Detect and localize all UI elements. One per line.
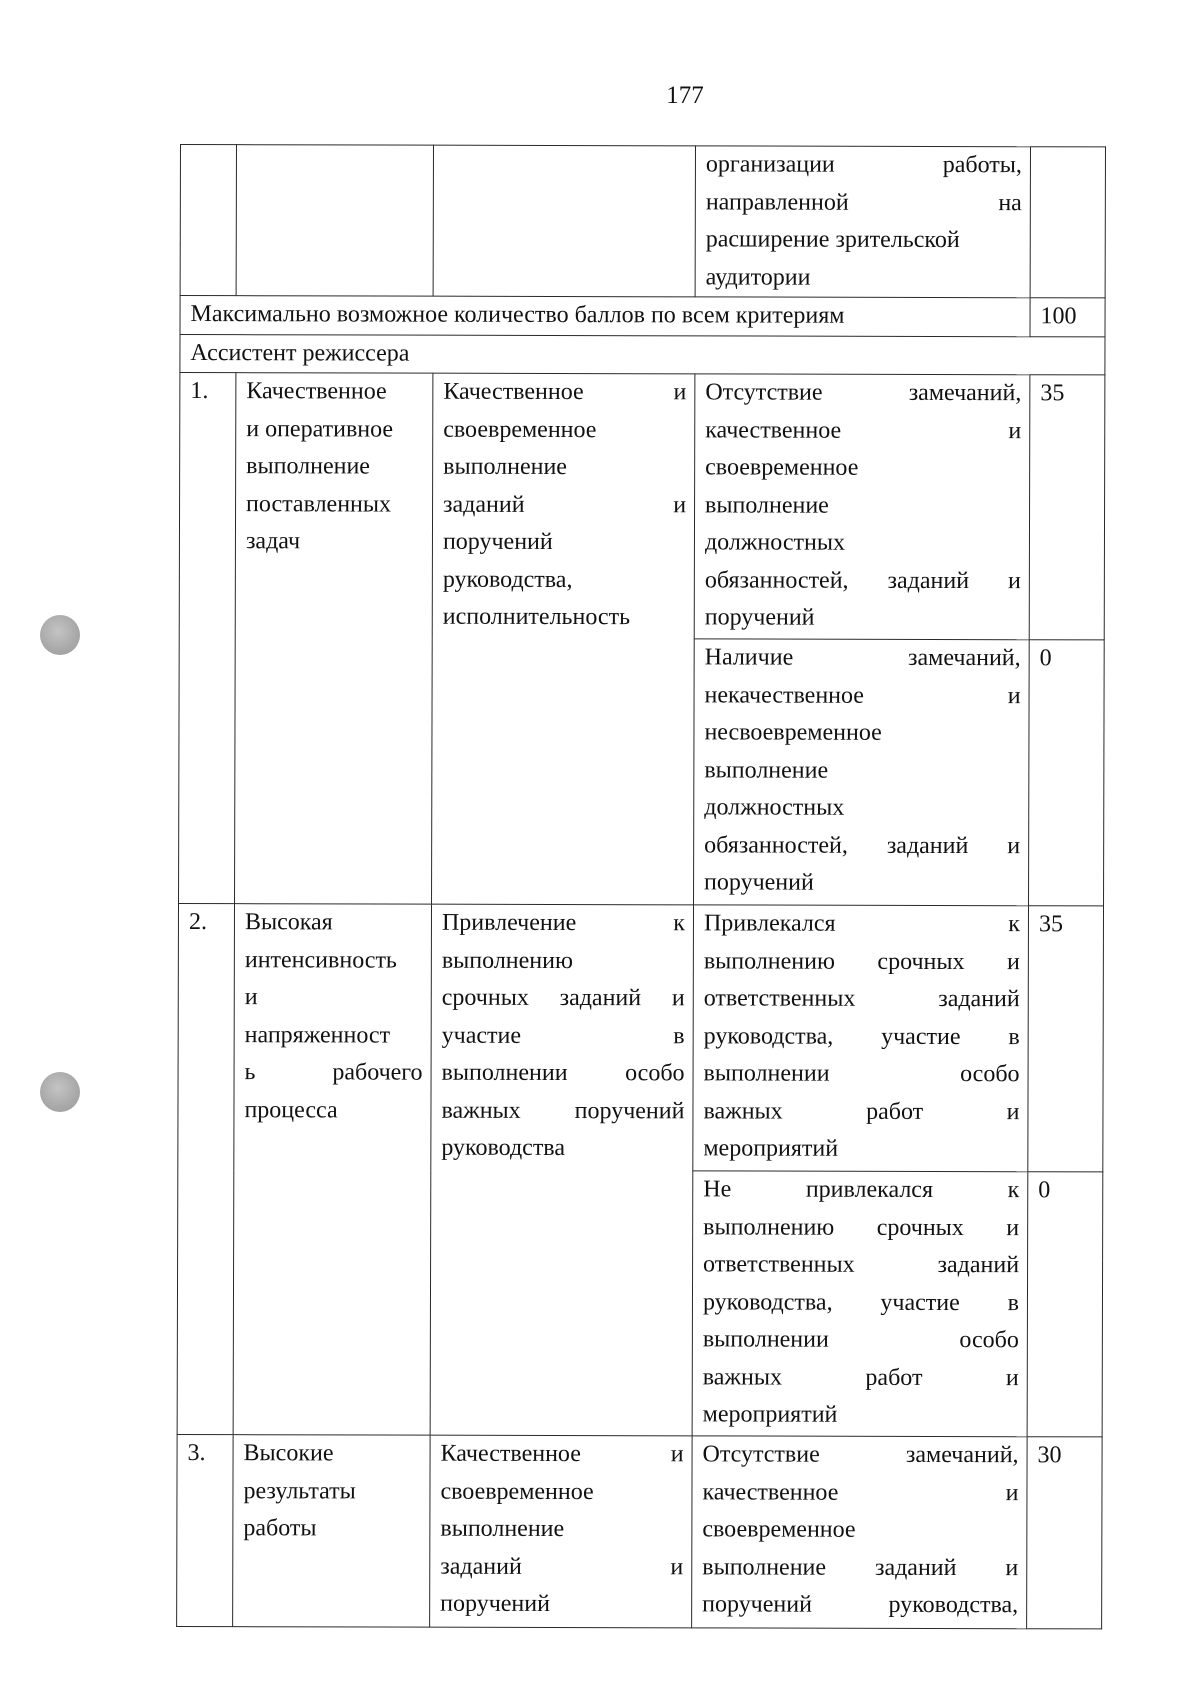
cell-text-line: организации работы, (705, 151, 1022, 179)
cell-text-line: Качественное (246, 378, 387, 405)
cell-text-line: выполнение заданий и (702, 1553, 1019, 1581)
cell-text-line: срочных заданий и (441, 984, 685, 1012)
cell-text-line: руководства (441, 1134, 566, 1162)
cell-text-line: должностных (704, 529, 846, 556)
cell-text-line: аудитории (705, 263, 811, 291)
cell-criterion (692, 1436, 1028, 1629)
cell-criterion (695, 146, 1030, 298)
cell-text-line: процесса (244, 1096, 338, 1123)
cell-text-line: поручений (704, 869, 814, 896)
cell-score: 35 (1029, 375, 1105, 640)
cell-description (430, 1435, 693, 1628)
cell-text-line: поставленных (246, 490, 392, 518)
cell-text-line: Привлекался к (703, 910, 1020, 938)
cell-text-line: обязанностей, заданий и (704, 831, 1021, 859)
max-score-label: Максимально возможное количество баллов по всем критериям (180, 296, 1030, 337)
row-number: 3. (177, 1434, 234, 1626)
page-number: 177 (666, 82, 704, 109)
cell-text-line: выполнении особо (702, 1326, 1019, 1354)
cell-text-line: участие в (441, 1022, 685, 1049)
cell-description (432, 373, 695, 905)
section-header: Ассистент режиссера (180, 334, 1105, 375)
cell-text-line: Высокая (244, 909, 333, 936)
cell-text-line: мероприятий (702, 1401, 838, 1428)
cell-text-line: некачественное и (704, 681, 1021, 709)
punch-hole-bottom (40, 1072, 80, 1112)
cell-text-line: заданий и (440, 1553, 684, 1580)
cell-text-line: выполнении особо (441, 1059, 685, 1087)
cell-num (180, 145, 236, 296)
cell-text-line: должностных (704, 794, 845, 821)
max-score-value: 100 (1030, 298, 1105, 337)
cell-text-line: выполнение (705, 491, 829, 519)
table-row (178, 903, 1104, 1171)
cell-text-line: интенсивность (244, 946, 397, 974)
row-number: 1. (179, 373, 236, 904)
cell-text-line: мероприятий (703, 1135, 839, 1162)
cell-text-line: выполнении особо (703, 1060, 1020, 1088)
cell-text-line: ответственных заданий (703, 1251, 1020, 1279)
cell-text-line: ь рабочего (244, 1059, 423, 1086)
cell-text-line: своевременное (705, 454, 859, 481)
cell-indicator (236, 145, 433, 297)
cell-text-line: выполнению (441, 947, 573, 974)
cell-text-line: расширение зрительской (705, 226, 960, 254)
cell-criterion (694, 374, 1030, 640)
cell-text-line: выполнение (440, 1515, 565, 1543)
table-row (179, 373, 1105, 640)
cell-text-line: выполнение (246, 453, 370, 480)
row-number: 2. (177, 903, 234, 1434)
cell-description (433, 145, 695, 297)
cell-text-line: Качественное и (440, 1440, 684, 1468)
cell-text-line: своевременное (443, 416, 597, 443)
cell-criterion (693, 905, 1029, 1172)
cell-text-line: поручений руководства, (702, 1591, 1019, 1619)
cell-text-line: обязанностей, заданий и (704, 566, 1021, 594)
cell-text-line: Наличие замечаний, (704, 644, 1021, 672)
cell-indicator (235, 373, 433, 905)
cell-text-line: выполнение (704, 756, 829, 784)
cell-text-line: Отсутствие замечаний, (702, 1441, 1019, 1469)
cell-text-line: выполнение (443, 453, 567, 481)
cell-text-line: важных работ и (702, 1363, 1019, 1391)
cell-text-line: руководства, участие в (703, 1022, 1020, 1050)
punch-hole-top (40, 615, 80, 655)
cell-text-line: выполнению срочных и (703, 947, 1020, 975)
cell-score: 0 (1027, 1172, 1103, 1437)
cell-text-line: качественное и (705, 416, 1022, 444)
cell-text-line: работы (243, 1515, 317, 1542)
cell-text-line: несвоевременное (704, 719, 882, 746)
cell-text-line: Отсутствие замечаний, (705, 379, 1022, 407)
cell-description (430, 904, 693, 1436)
cell-text-line: и (244, 984, 258, 1011)
cell-text-line: важных поручений (441, 1097, 685, 1124)
cell-text-line: Качественное и (443, 378, 687, 406)
cell-text-line: качественное и (702, 1478, 1019, 1506)
table-row (177, 1434, 1102, 1628)
cell-text-line: своевременное (440, 1478, 594, 1505)
cell-text-line: Не привлекался к (703, 1176, 1020, 1204)
cell-text-line: ответственных заданий (703, 985, 1020, 1013)
cell-text-line: Привлечение к (441, 909, 685, 937)
cell-text-line: направленной на (705, 188, 1022, 216)
table-row-max (180, 296, 1105, 337)
cell-text-line: исполнительность (442, 603, 631, 631)
cell-text-line: поручений (440, 1590, 550, 1617)
table-row-section (180, 334, 1105, 375)
cell-text-line: выполнению срочных и (703, 1213, 1020, 1241)
cell-text-line: заданий и (443, 491, 687, 518)
cell-indicator (233, 904, 431, 1436)
cell-text-line: поручений (442, 528, 553, 555)
cell-text-line: Высокие (243, 1440, 334, 1467)
cell-text-line: результаты (243, 1477, 356, 1504)
cell-text-line: задач (245, 528, 301, 555)
cell-text-line: и оперативное (246, 415, 394, 443)
cell-score: 0 (1029, 640, 1105, 906)
cell-score: 30 (1027, 1437, 1103, 1629)
cell-score: 35 (1028, 906, 1104, 1172)
cell-text-line: своевременное (702, 1516, 856, 1543)
cell-text-line: напряженност (244, 1021, 391, 1049)
cell-text-line: руководства, (442, 566, 573, 593)
cell-indicator (233, 1435, 431, 1628)
criteria-table (176, 144, 1106, 1629)
cell-criterion (694, 639, 1030, 906)
cell-criterion (692, 1171, 1028, 1437)
cell-text-line: важных работ и (703, 1097, 1020, 1125)
cell-score (1030, 147, 1105, 298)
table-row-carryover (180, 145, 1105, 298)
cell-text-line: поручений (704, 604, 815, 631)
cell-text-line: руководства, участие в (702, 1288, 1020, 1316)
